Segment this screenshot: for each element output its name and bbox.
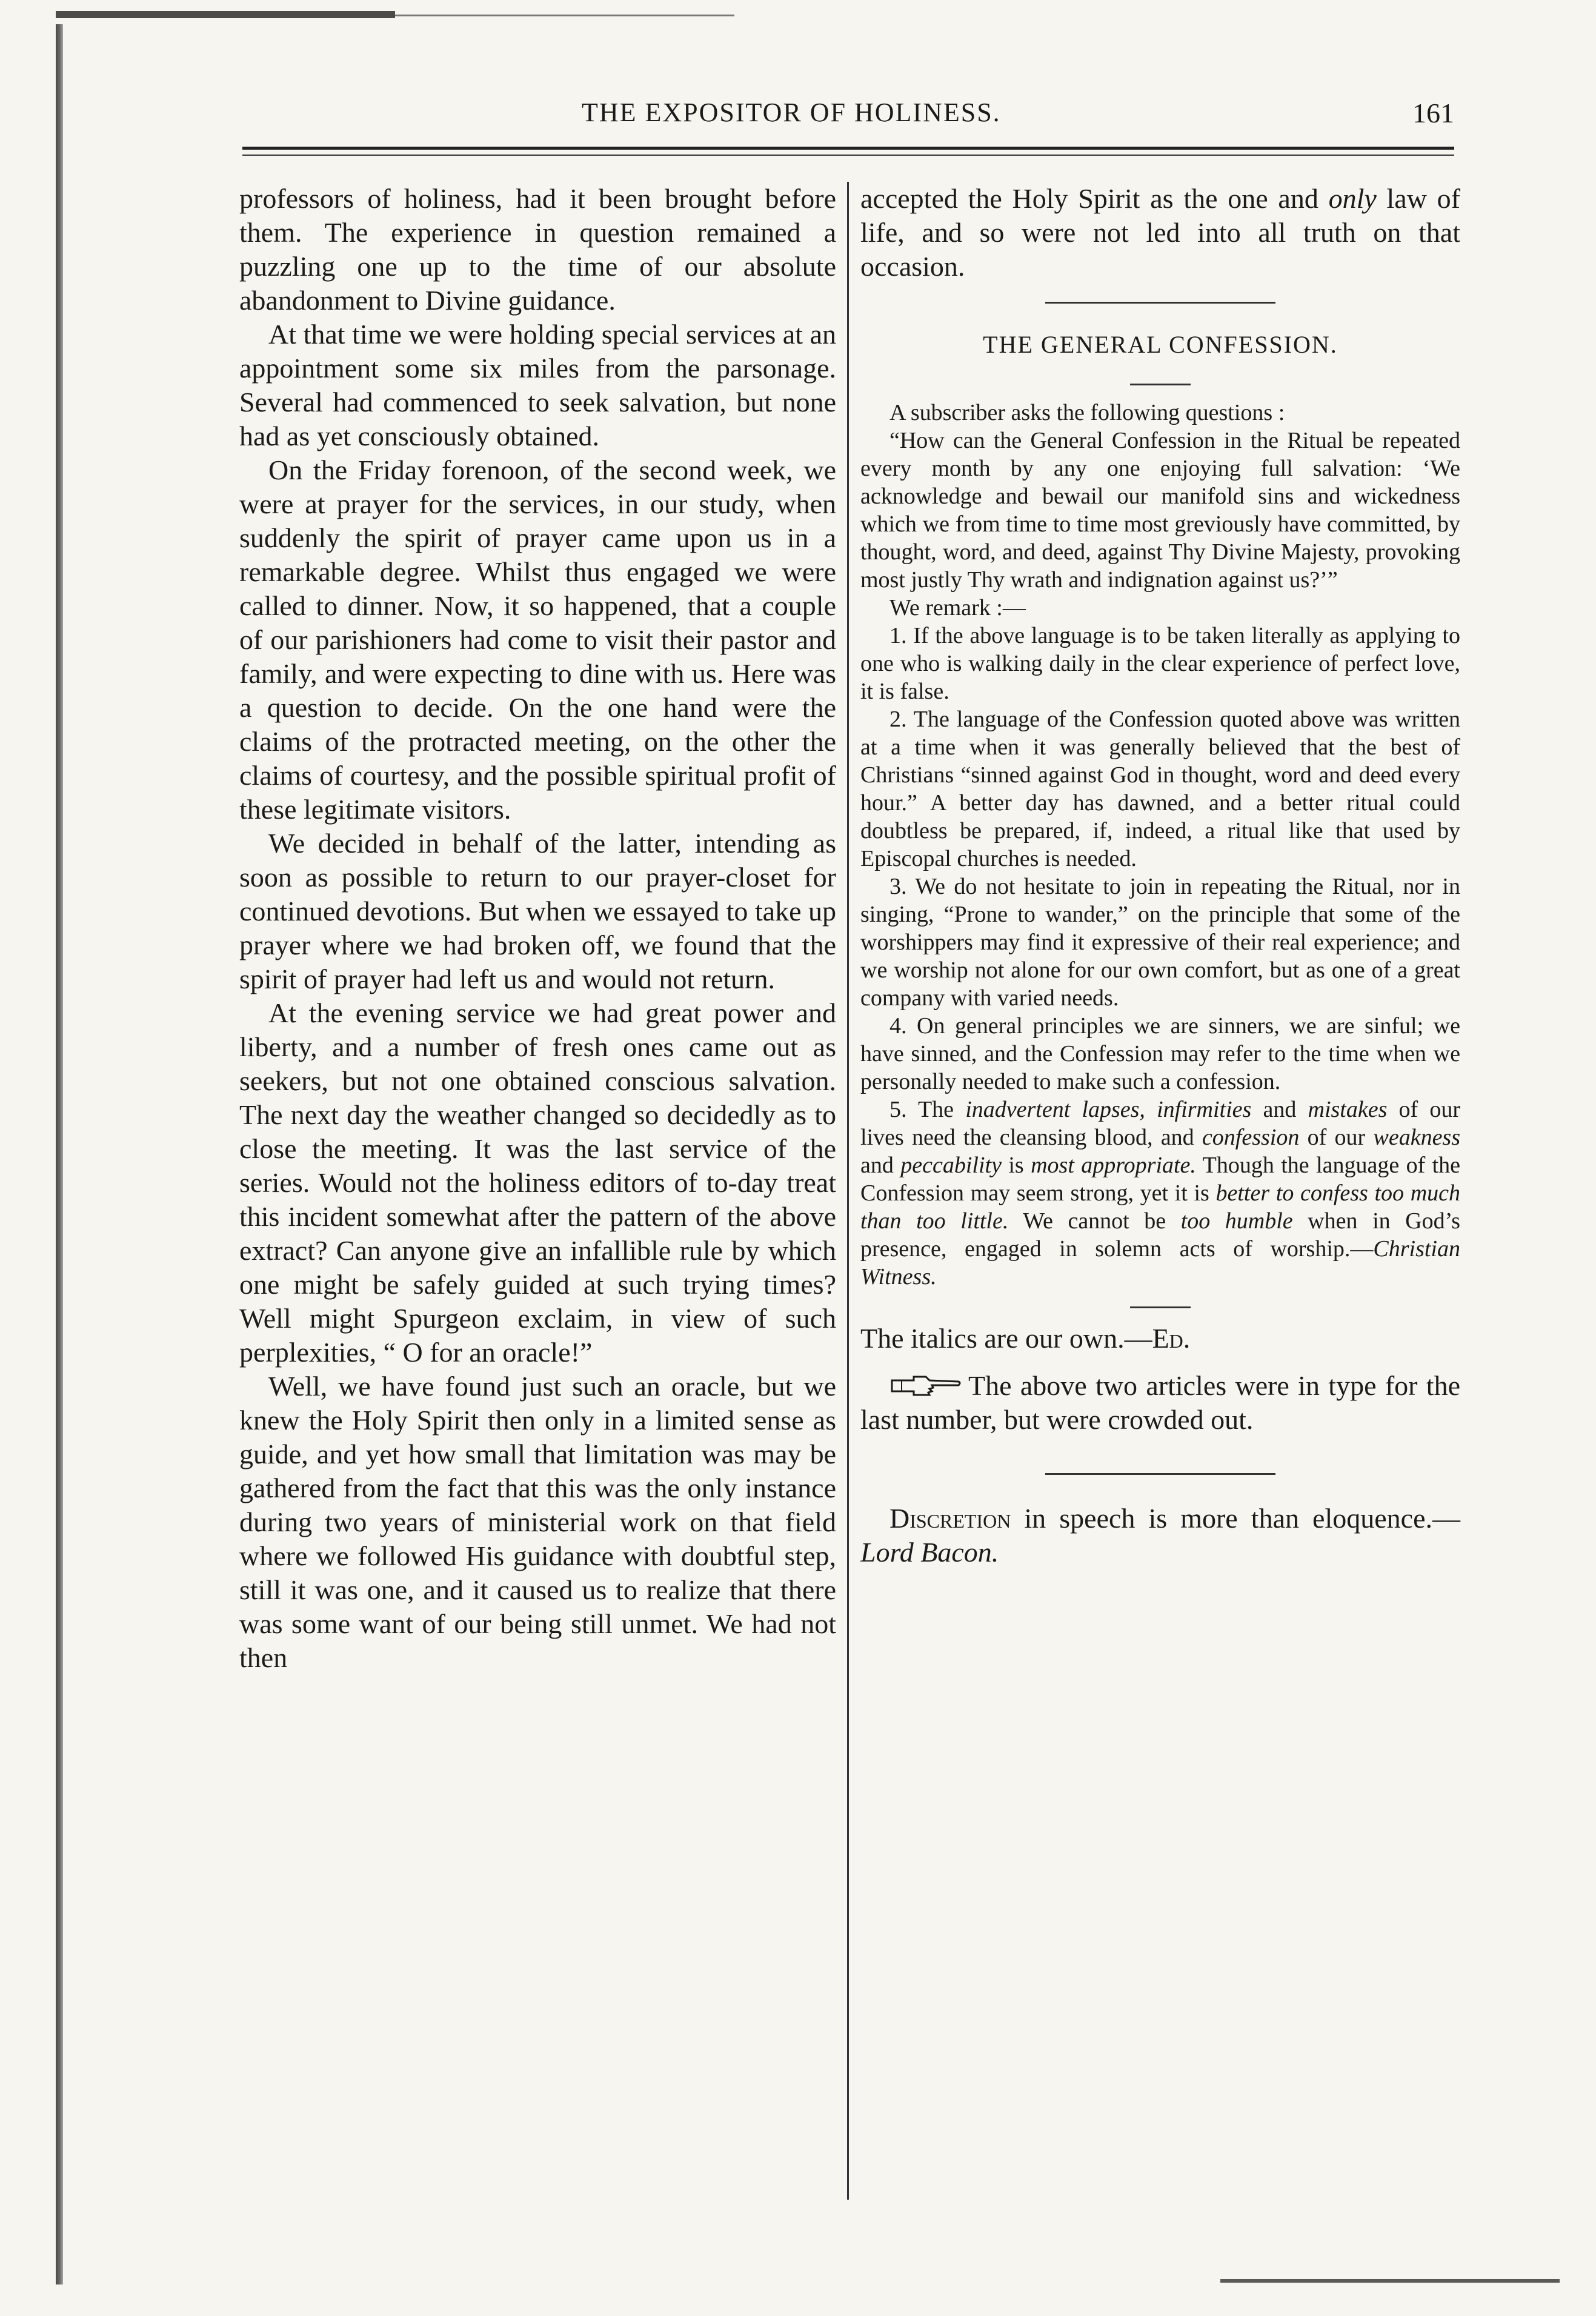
question-intro: A subscriber asks the following questions :	[889, 400, 1285, 425]
italics-note: The italics are our own.—Ed.	[860, 1323, 1191, 1354]
column-divider	[847, 182, 849, 2200]
remark-item: 5. The inadvertent lapses, infirmities and mistakes of our lives need the cleansing blood, and confession of our weakness and peccability is most appropriate. Though the language of the Confession may seem strong, yet it is better to confess too much than too little. We cannot be too humble when in God’s presence, engaged in solemn acts of worship.—Christian Witness.	[860, 1097, 1461, 1289]
remark-intro: We remark :—	[889, 595, 1026, 621]
title-rule	[1130, 384, 1191, 385]
continuation-paragraph: accepted the Holy Spirit as the one and only law of life, and so were not led into all truth on that occasion.	[860, 183, 1461, 282]
remark-item: 2. The language of the Confession quoted above was written at a time when it was generally believed that the best of Christians “sinned against God in thought, word and deed every hour.” A better day has dawned, and a better ritual could doubtless be prepared, if, indeed, a ritual like that used by Episcopal churches is needed.	[860, 707, 1460, 871]
paragraph: At that time we were holding special services at an appointment some six miles from the parsonage. Several had commenced to seek salvation, but none had as yet consciously obtained.	[239, 319, 836, 451]
page-spine-shadow	[56, 24, 63, 2284]
paragraph: On the Friday forenoon, of the second week, we were at prayer for the services, in our study, when suddenly the spirit of prayer came upon us in a remarkable degree. Whilst thus engaged we were called to dinner. Now, it so happened, that a couple of our parishioners had come to visit their pastor and family, and were expecting to dine with us. Here was a question to decide. On the one hand were the claims of the protracted meeting, on the other the claims of courtesy, and the possible spiritual profit of these legitimate visitors.	[239, 454, 836, 825]
pointing-hand-icon	[889, 1374, 962, 1397]
right-column	[860, 182, 1460, 1569]
section-rule	[1045, 1473, 1275, 1475]
page-header	[242, 97, 1454, 133]
articles-note: The above two articles were in type for the last number, but were crowded out.	[860, 1370, 1460, 1435]
discretion-quote: Discretion in speech is more than eloquence.—Lord Bacon.	[860, 1503, 1460, 1568]
paragraph: At the evening service we had great power and liberty, and a number of fresh ones came out as seekers, but not one obtained conscious salvation. The next day the weather changed so decidedly as to close the meeting. It was the last service of the series. Would not the holiness editors of to-day treat this incident somewhat after the pattern of the above extract? Can anyone give an infallible rule by which one might be safely guided at such trying times? Well might Spurgeon exclaim, in view of such perplexities, “ O for an oracle!”	[239, 997, 836, 1368]
scan-edge-top	[56, 11, 395, 18]
header-rule-thin	[242, 155, 1454, 156]
confession-article	[860, 399, 1460, 1291]
left-column	[239, 182, 836, 1675]
page-number: 161	[1412, 98, 1454, 128]
remark-item: 3. We do not hesitate to join in repeating the Ritual, nor in singing, “Prone to wander,” on the principle that some of the worshippers may find it expressive of their real experience; and we worship not alone for our own comfort, but as one of a great company with varied needs.	[860, 874, 1460, 1011]
section-rule	[1045, 302, 1275, 304]
remark-item: 1. If the above language is to be taken literally as applying to one who is walking daily in the clear experience of perfect love, it is false.	[860, 623, 1460, 704]
paragraph: Well, we have found just such an oracle, but we knew the Holy Spirit then only in a limited sense as guide, and yet how small that limitation was may be gathered from the fact that this was the only instance during two years of ministerial work on that field where we followed His guidance with doubtful step, still it was one, and it caused us to realize that there was some want of our being still unmet. We had not then	[239, 1371, 836, 1673]
scan-edge-top-thin	[395, 15, 734, 16]
remark-item: 4. On general principles we are sinners, we are sinful; we have sinned, and the Confession may refer to the time when we personally needed to make such a confession.	[860, 1013, 1460, 1094]
paragraph: We decided in behalf of the latter, intending as soon as possible to return to our prayer-closet for continued devotions. But when we essayed to take up prayer where we had broken off, we found that the spirit of prayer had left us and would not return.	[239, 828, 836, 994]
paragraph: professors of holiness, had it been brought before them. The experience in question remained a puzzling one up to the time of our absolute abandonment to Divine guidance.	[239, 183, 836, 316]
question-text: “How can the General Confession in the Ritual be repeated every month by any one enjoying full salvation: ‘We acknowledge and bewail our manifold sins and wickedness which we from time to time most greviously have committed, by thought, word, and deed, against Thy Divine Majesty, provoking most justly Thy wrath and indignation against us?’”	[860, 428, 1460, 593]
header-rule-thick	[242, 147, 1454, 150]
running-title: THE EXPOSITOR OF HOLINESS.	[582, 98, 1001, 127]
scan-edge-bottom	[1220, 2279, 1560, 2283]
section-title: THE GENERAL CONFESSION.	[983, 331, 1338, 358]
note-rule	[1130, 1306, 1191, 1308]
